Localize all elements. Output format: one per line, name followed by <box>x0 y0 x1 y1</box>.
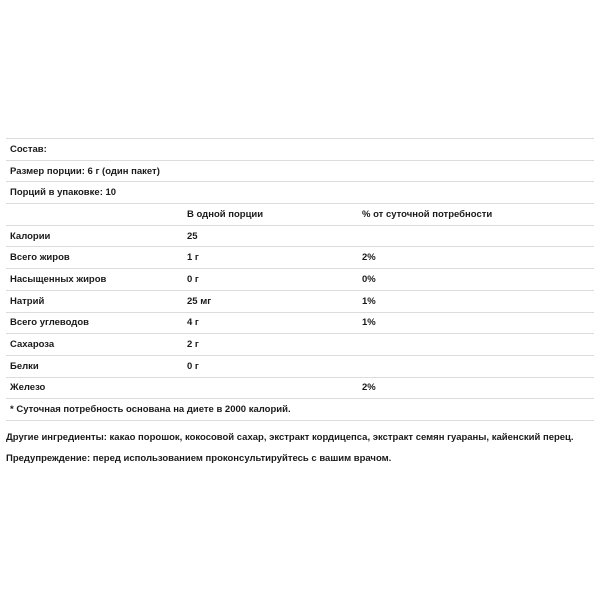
nutrient-amount: 25 мг <box>183 290 358 312</box>
nutrient-daily-value: 1% <box>358 312 594 334</box>
composition-row <box>6 139 594 161</box>
warning-text: Предупреждение: перед использованием проконсультируйтесь с вашим врачом. <box>6 452 392 464</box>
nutrition-table <box>6 138 594 421</box>
nutrient-daily-value: 0% <box>358 269 594 291</box>
nutrient-name: Сахароза <box>6 334 183 356</box>
nutrient-amount: 4 г <box>183 312 358 334</box>
notes-section <box>6 432 594 464</box>
serving-size-row <box>6 160 594 182</box>
footnote-row <box>6 399 594 421</box>
column-header-row <box>6 204 594 226</box>
table-row <box>6 225 594 247</box>
nutrient-daily-value <box>358 225 594 247</box>
nutrient-name: Белки <box>6 355 183 377</box>
table-row <box>6 247 594 269</box>
table-row <box>6 312 594 334</box>
table-row <box>6 377 594 399</box>
nutrient-name: Насыщенных жиров <box>6 269 183 291</box>
nutrient-name: Калории <box>6 225 183 247</box>
nutrient-daily-value: 2% <box>358 377 594 399</box>
nutrient-daily-value <box>358 334 594 356</box>
nutrition-facts-panel <box>6 138 594 464</box>
footnote: * Суточная потребность основана на диете в 2000 калорий. <box>6 399 594 421</box>
nutrient-amount: 0 г <box>183 269 358 291</box>
table-row <box>6 290 594 312</box>
nutrient-amount: 2 г <box>183 334 358 356</box>
nutrient-name: Всего углеводов <box>6 312 183 334</box>
nutrient-amount: 25 <box>183 225 358 247</box>
header-daily-value: % от суточной потребности <box>358 204 594 226</box>
header-blank <box>6 204 183 226</box>
nutrient-name: Всего жиров <box>6 247 183 269</box>
nutrient-daily-value <box>358 355 594 377</box>
header-per-serving: В одной порции <box>183 204 358 226</box>
servings-per-container: Порций в упаковке: 10 <box>6 182 594 204</box>
composition-label: Состав: <box>6 139 594 161</box>
nutrient-daily-value: 1% <box>358 290 594 312</box>
nutrient-amount <box>183 377 358 399</box>
nutrient-name: Железо <box>6 377 183 399</box>
table-row <box>6 334 594 356</box>
servings-per-container-row <box>6 182 594 204</box>
table-row <box>6 355 594 377</box>
nutrient-amount: 0 г <box>183 355 358 377</box>
serving-size: Размер порции: 6 г (один пакет) <box>6 160 594 182</box>
nutrient-amount: 1 г <box>183 247 358 269</box>
table-row <box>6 269 594 291</box>
other-ingredients: Другие ингредиенты: какао порошок, кокосовой сахар, экстракт кордицепса, экстракт семян гуараны, кайенский перец. <box>6 431 574 443</box>
nutrient-daily-value: 2% <box>358 247 594 269</box>
nutrient-name: Натрий <box>6 290 183 312</box>
